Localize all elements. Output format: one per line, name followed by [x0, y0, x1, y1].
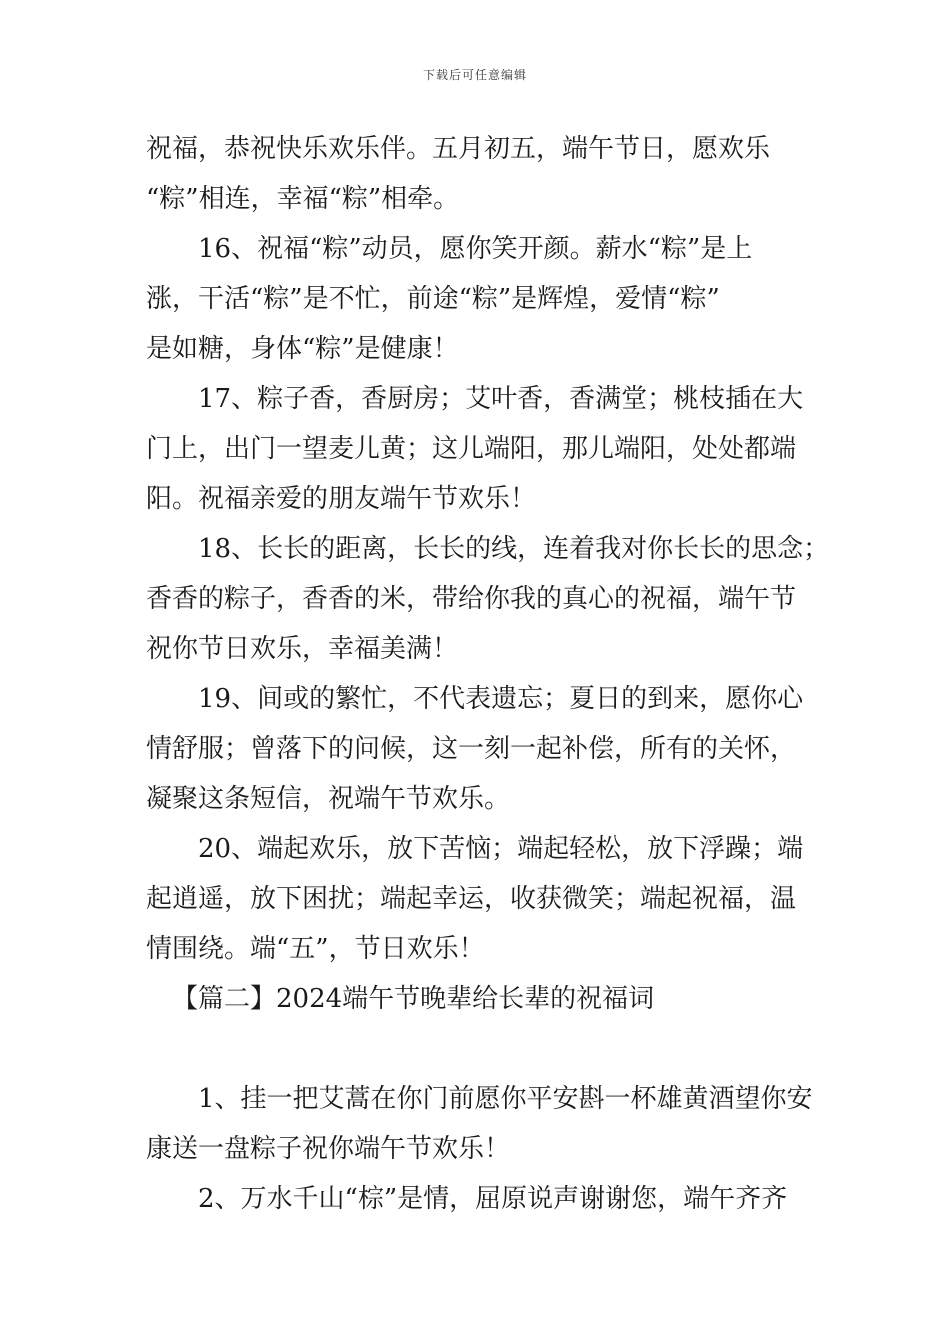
- text-line: 18、长长的距离，长长的线，连着我对你长长的思念；: [198, 534, 830, 564]
- text-line: 2、万水千山“棕”是情，屈原说声谢谢您，端午齐齐: [198, 1184, 788, 1214]
- greeting-item-18: [146, 524, 830, 674]
- greeting-item-16: [146, 224, 808, 374]
- text-line: 门上，出门一望麦儿黄；这儿端阳，那儿端阳，处处都端: [146, 434, 797, 464]
- page-header: 下载后可任意编辑: [422, 68, 527, 82]
- text-line: 涨，干活“粽”是不忙，前途“粽”是辉煌，爱情“粽”: [146, 284, 720, 314]
- greeting-item-2: [146, 1174, 808, 1224]
- text-line: 16、祝福“粽”动员，愿你笑开颜。薪水“粽”是上: [198, 234, 753, 264]
- section-heading: 【篇二】2024端午节晚辈给长辈的祝福词: [172, 984, 655, 1014]
- greeting-item-1: [146, 1074, 813, 1174]
- text-line: 情围绕。端“五”，节日欢乐！: [146, 934, 485, 964]
- text-line: 祝福，恭祝快乐欢乐伴。五月初五，端午节日，愿欢乐: [146, 134, 771, 164]
- document-body: [146, 124, 830, 1224]
- text-line: 康送一盘粽子祝你端午节欢乐！: [146, 1134, 511, 1164]
- text-line: 1、挂一把艾蒿在你门前愿你平安斟一杯雄黄酒望你安: [198, 1084, 813, 1114]
- text-line: 19、间或的繁忙，不代表遗忘；夏日的到来，愿你心: [198, 684, 804, 714]
- text-line: 阳。祝福亲爱的朋友端午节欢乐！: [146, 484, 537, 514]
- text-line: 香香的粽子，香香的米，带给你我的真心的祝福，端午节: [146, 584, 797, 614]
- greeting-item-17: [146, 374, 808, 524]
- greeting-item-20: [146, 824, 808, 974]
- text-line: 起逍遥，放下困扰；端起幸运，收获微笑；端起祝福，温: [146, 884, 797, 914]
- text-line: 17、粽子香，香厨房；艾叶香，香满堂；桃枝插在大: [198, 384, 804, 414]
- text-line: 是如糖，身体“粽”是健康！: [146, 334, 459, 364]
- text-line: 情舒服；曾落下的问候，这一刻一起补偿，所有的关怀，: [146, 734, 797, 764]
- text-line: “粽”相连，幸福“粽”相牵。: [146, 184, 460, 214]
- greeting-item-19: [146, 674, 808, 824]
- text-line: 祝你节日欢乐，幸福美满！: [146, 634, 459, 664]
- text-line: 20、端起欢乐，放下苦恼；端起轻松，放下浮躁；端: [198, 834, 804, 864]
- text-line: 凝聚这条短信，祝端午节欢乐。: [146, 784, 511, 814]
- continued-paragraph: [146, 124, 808, 224]
